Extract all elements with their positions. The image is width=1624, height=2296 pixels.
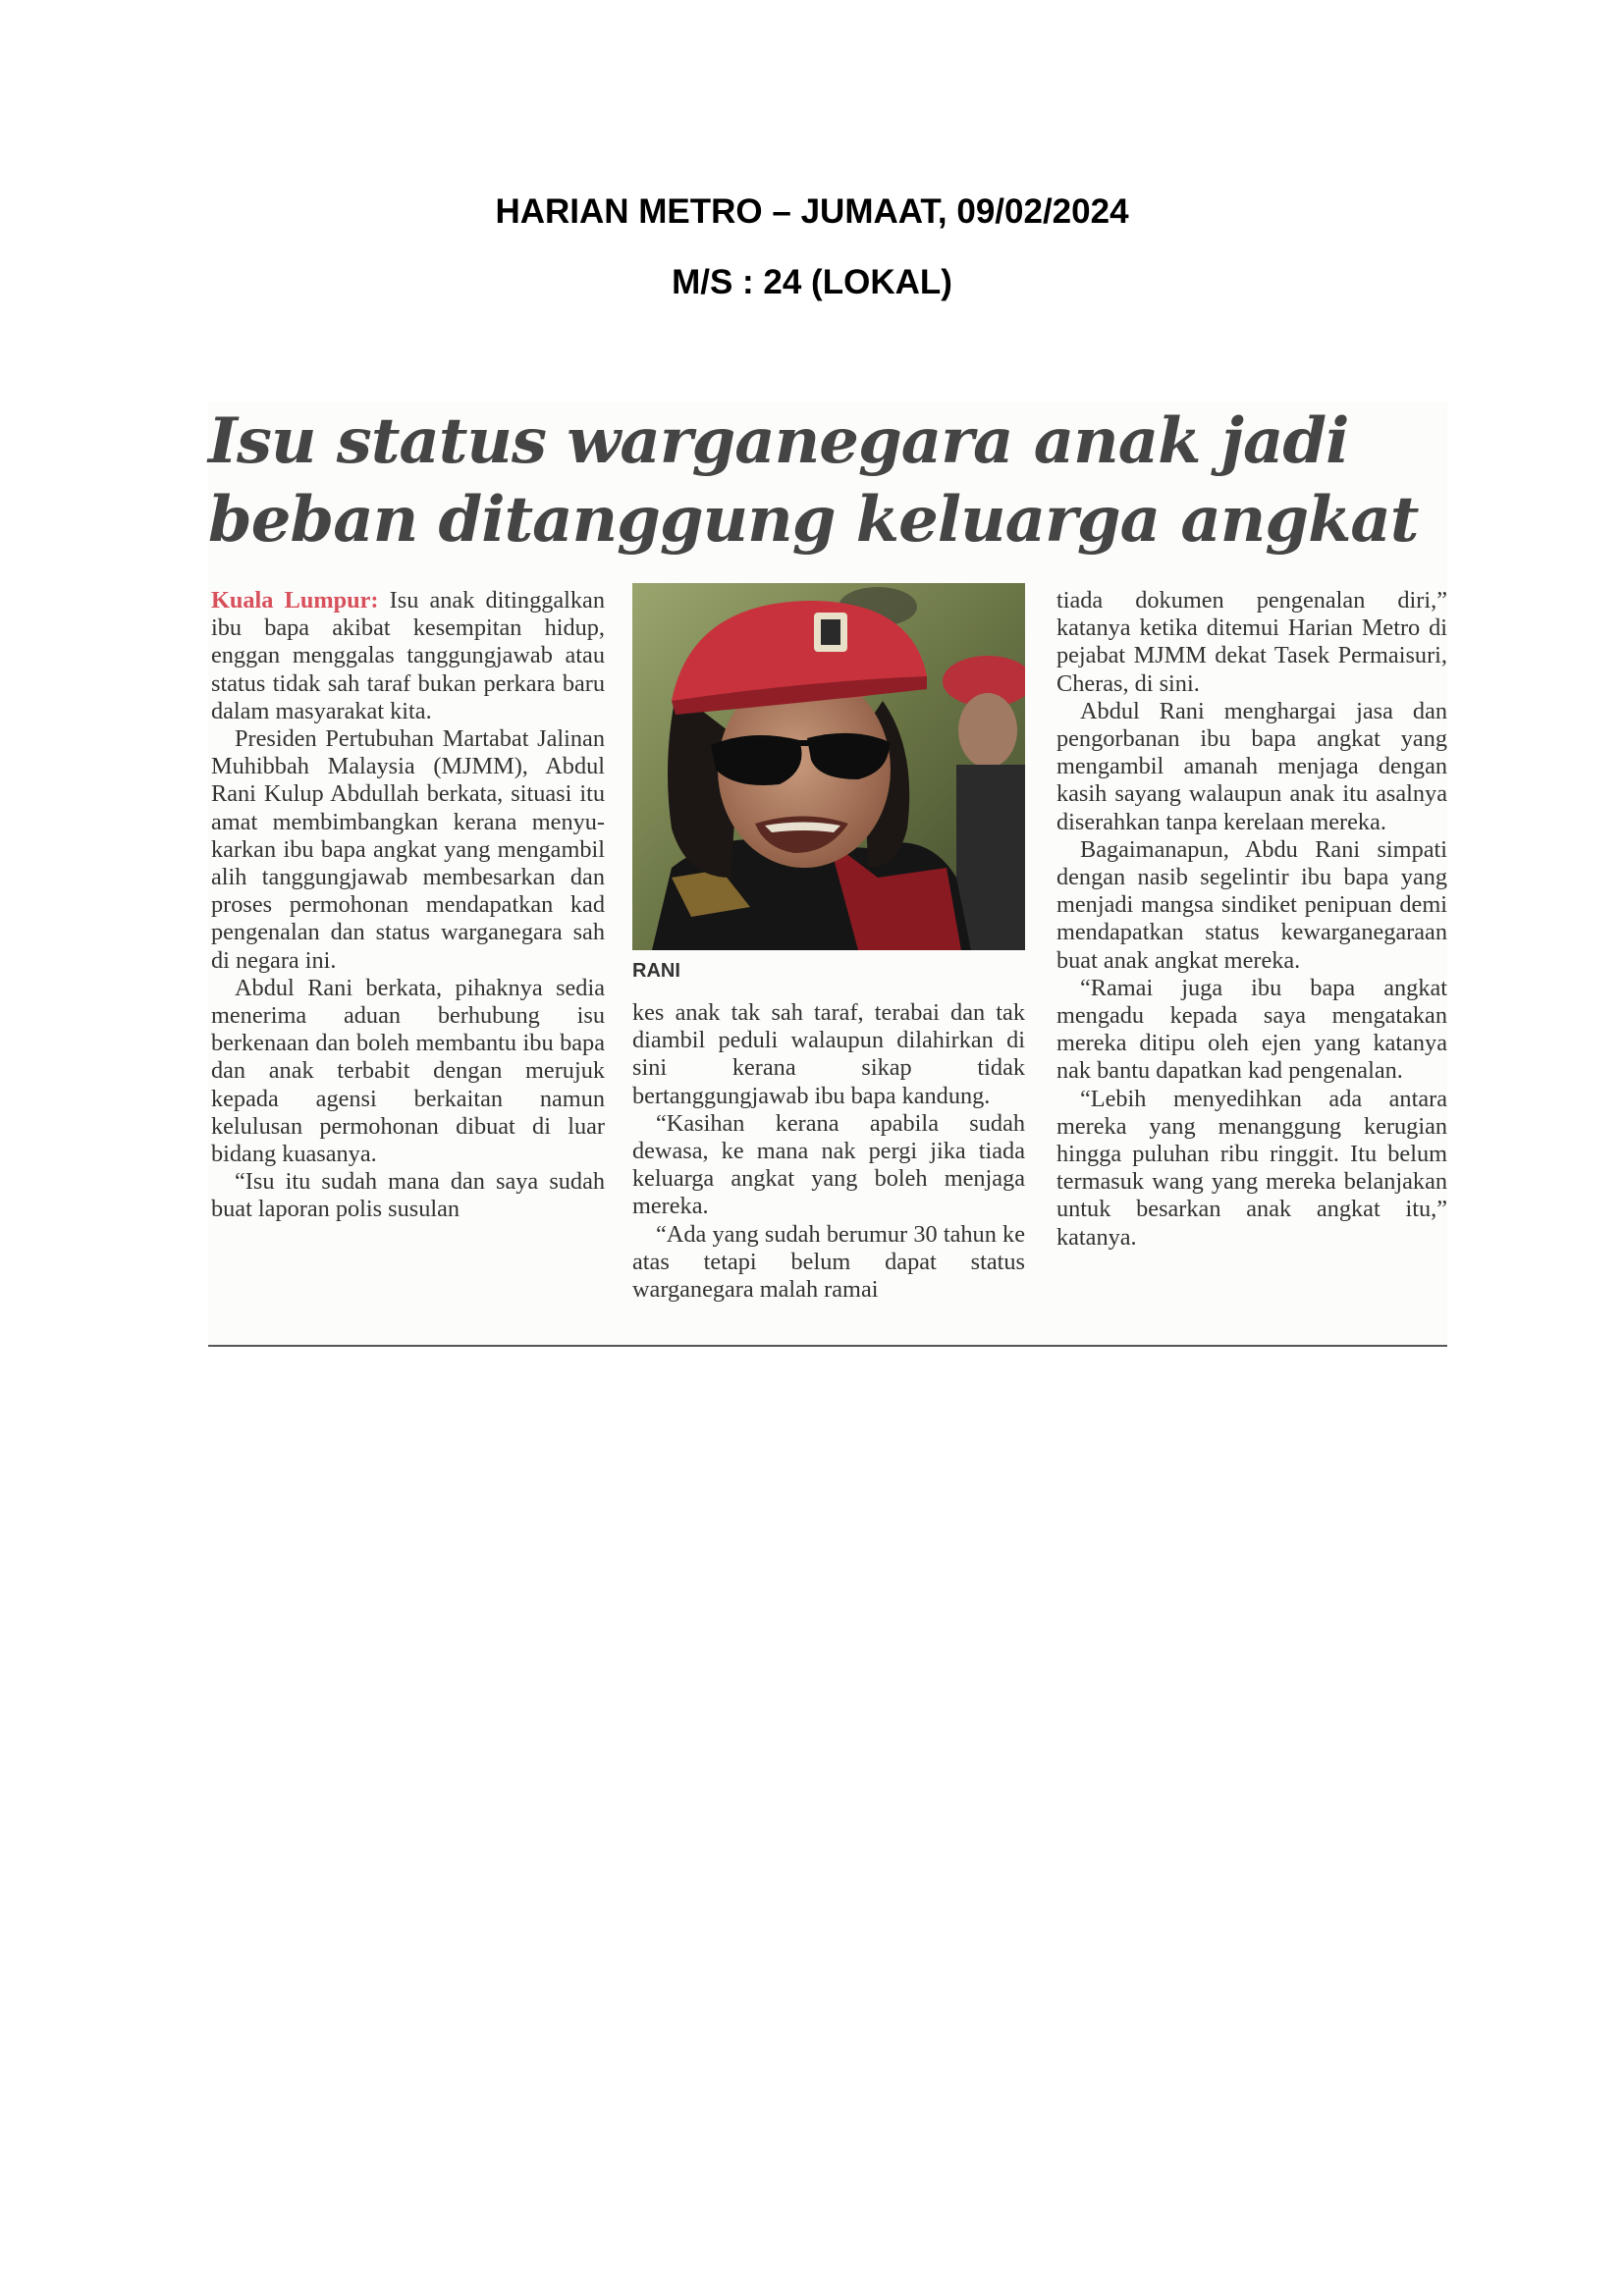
publication-header-line2: M/S : 24 (LOKAL) <box>672 263 952 301</box>
article-headline <box>208 402 1447 560</box>
bottom-rule <box>208 1345 1447 1347</box>
dateline: Kuala Lumpur: <box>211 587 379 614</box>
article-paragraph: “Ada yang sudah berumur 30 tahun ke atas tetapi belum dapat status warganegara malah ramai <box>632 1220 1025 1304</box>
article-photo <box>632 583 1025 950</box>
article-paragraph: Bagaimanapun, Abdu Rani simpati dengan nasib segelintir ibu bapa yang menjadi mangsa sindiket penipuan demi mendapatkan status kewarganegaraan buat anak angkat mereka. <box>1056 835 1447 974</box>
article-paragraph: kes anak tak sah taraf, terabai dan tak diambil peduli walaupun dilahirkan di sini kerana sikap tidak bertanggungjawab ibu bapa kandung. <box>632 999 1025 1109</box>
article-paragraph: “Ramai juga ibu bapa angkat mengadu kepada saya mengatakan mereka ditipu oleh ejen yang katanya nak bantu dapatkan kad pengenalan. <box>1056 974 1447 1085</box>
article-paragraph: “Isu itu sudah mana dan saya sudah buat laporan polis susulan <box>211 1168 605 1223</box>
article-paragraph <box>211 587 605 725</box>
article-paragraph: Abdul Rani menghargai jasa dan pengorbanan ibu bapa angkat yang mengambil amanah menjaga dengan kasih sayang walaupun anak itu asalnya diserahkan tanpa kerelaan mereka. <box>1056 697 1447 835</box>
article-paragraph: “Kasihan kerana apabila sudah dewasa, ke mana nak pergi jika tiada keluarga angkat yang boleh menjaga mereka. <box>632 1109 1025 1220</box>
portrait-illustration <box>632 583 1025 950</box>
publication-header-line1: HARIAN METRO – JUMAAT, 09/02/2024 <box>495 192 1129 231</box>
article-column-3 <box>1056 587 1447 1252</box>
paragraph-text: Isu anak ditinggalkan ibu bapa akibat kesempitan hidup, enggan menggalas tanggungjawab atau status tidak sah taraf bukan perkara baru dalam masyarakat kita. <box>211 587 605 724</box>
article-paragraph: tiada dokumen pengenalan diri,” katanya ketika ditemui Harian Metro di pejabat MJMM dekat Tasek Permaisuri, Cheras, di sini. <box>1056 587 1447 697</box>
article-paragraph: Presiden Pertubuhan Martabat Jalinan Muhibbah Malaysia (MJMM), Abdul Rani Kulup Abdullah berkata, situasi itu amat membimbangkan kerana menyukarkan ibu bapa angkat yang mengambil alih tanggungjawab membesarkan dan proses permohonan mendapatkan kad pengenalan dan status warganegara sah di negara ini. <box>211 725 605 974</box>
article-paragraph: Abdul Rani berkata, pihaknya sedia menerima aduan berhubung isu berkenaan dan boleh membantu ibu bapa dan anak terbabit dengan merujuk kepada agensi berkaitan namun kelulusan permohonan dibuat di luar bidang kuasanya. <box>211 974 605 1168</box>
article-paragraph: “Lebih menyedihkan ada antara mereka yang menanggung kerugian hingga puluhan ribu ringgit. Itu belum termasuk wang yang mereka belanjakan untuk besarkan anak angkat itu,” katanya. <box>1056 1085 1447 1251</box>
headline-line-2: beban ditanggung keluarga angkat <box>208 483 1419 557</box>
newspaper-clipping <box>208 402 1447 1347</box>
article-column-1 <box>211 587 605 1224</box>
headline-line-1: Isu status warganegara anak jadi <box>208 404 1349 478</box>
photo-caption: RANI <box>632 960 680 982</box>
article-column-2 <box>632 999 1025 1304</box>
